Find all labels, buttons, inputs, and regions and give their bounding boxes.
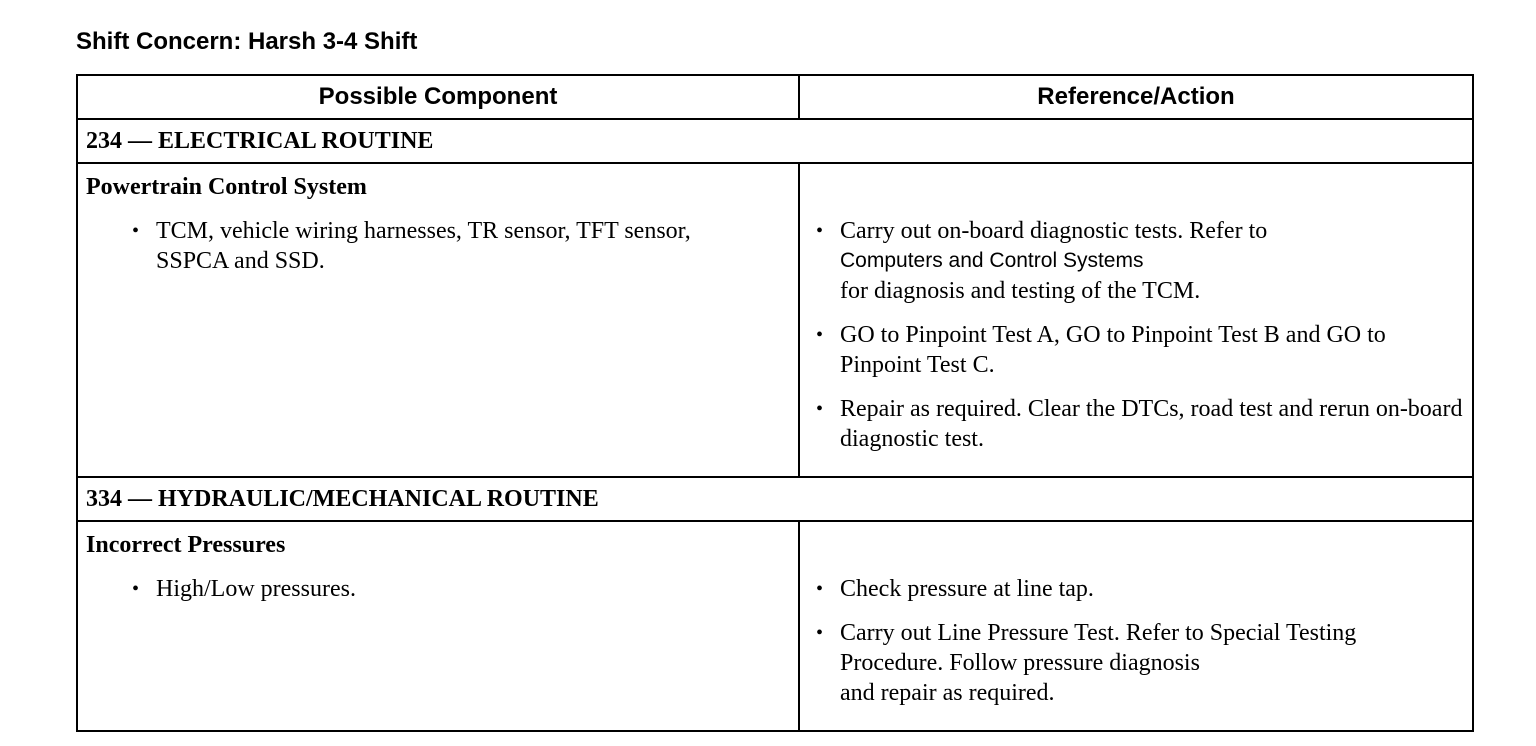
- action-item: [840, 618, 1464, 708]
- header-possible-component: Possible Component: [77, 75, 799, 119]
- action-item: [840, 394, 1464, 454]
- action-text-continued: for diagnosis and testing of the TCM.: [840, 278, 1201, 304]
- component-list: [78, 560, 798, 604]
- header-row: [77, 75, 1473, 119]
- action-cell: [799, 521, 1473, 731]
- action-list: [800, 522, 1472, 730]
- action-text-continued: and repair as required.: [840, 680, 1055, 706]
- component-bullet: • TCM, vehicle wiring harnesses, TR sensor, TFT sensor, SSPCA and SSD.: [156, 216, 738, 276]
- action-text: • Carry out on-board diagnostic tests. Refer to: [840, 218, 1268, 244]
- table-row: [77, 521, 1473, 731]
- component-cell: [77, 521, 799, 731]
- header-reference-action: Reference/Action: [799, 75, 1473, 119]
- reference-link[interactable]: Computers and Control Systems: [840, 249, 1144, 272]
- section-row-hydraulic: [77, 477, 1473, 521]
- action-list: [800, 164, 1472, 476]
- action-text: • Carry out Line Pressure Test. Refer to Special Testing Procedure. Follow pressure diagnosis: [840, 620, 1357, 676]
- action-text: • Repair as required. Clear the DTCs, road test and rerun on-board diagnostic test.: [840, 396, 1463, 452]
- section-row-electrical: [77, 119, 1473, 163]
- section-label: 334 — HYDRAULIC/MECHANICAL ROUTINE: [77, 477, 1473, 521]
- component-title: Powertrain Control System: [86, 174, 367, 200]
- action-item: [840, 320, 1464, 380]
- action-text: • GO to Pinpoint Test A, GO to Pinpoint Test B and GO to Pinpoint Test C.: [840, 322, 1386, 378]
- component-cell: [77, 163, 799, 477]
- component-list: [78, 202, 798, 276]
- action-item: [840, 216, 1464, 306]
- table-row: [77, 163, 1473, 477]
- action-text: • Check pressure at line tap.: [840, 576, 1094, 602]
- component-bullet: • High/Low pressures.: [156, 574, 738, 604]
- section-label: 234 — ELECTRICAL ROUTINE: [77, 119, 1473, 163]
- action-cell: [799, 163, 1473, 477]
- diagnosis-table: [76, 74, 1474, 732]
- action-item: [840, 574, 1464, 604]
- page-title: Shift Concern: Harsh 3-4 Shift: [76, 28, 418, 55]
- component-title: Incorrect Pressures: [86, 532, 286, 558]
